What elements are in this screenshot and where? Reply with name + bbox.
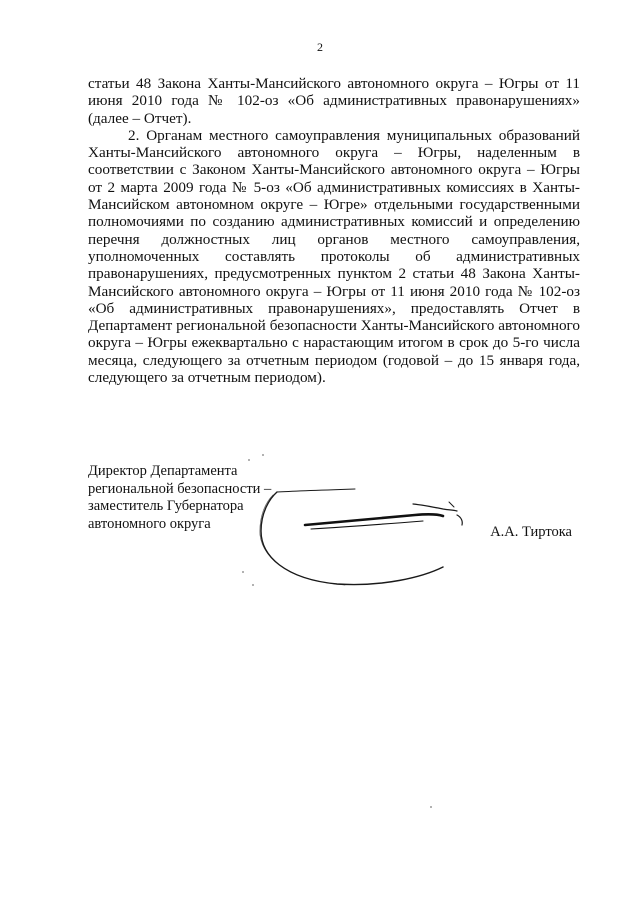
scan-speck bbox=[262, 454, 264, 456]
signer-title-line-4: автономного округа bbox=[88, 515, 211, 532]
scan-speck bbox=[248, 459, 250, 461]
scan-speck bbox=[242, 571, 244, 573]
signer-title-line-1: Директор Департамента bbox=[88, 463, 238, 479]
signer-name: А.А. Тиртока bbox=[490, 524, 572, 540]
page-number: 2 bbox=[317, 40, 323, 54]
signature-block bbox=[88, 463, 271, 533]
paragraph-item-2: 2. Органам местного самоуправления муниципальных образований Ханты-Мансийского автономного округа – Югры, наделенным в соответствии с Законом Ханты-Мансийского автономного округа – Югры от 2 марта 2009 года № 5-оз «Об административных комиссиях в Ханты-Мансийском автономном округе – Югре» отдельными государственными полномочиями по созданию административных комиссий и определению перечня должностных лиц органов местного самоуправления, уполномоченных составлять протоколы об административных правонарушениях, предусмотренных пунктом 2 статьи 48 Закона Ханты-Мансийского автономного округа – Югры от 11 июня 2010 года № 102-оз «Об административных правонарушениях», предоставлять Отчет в Департамент региональной безопасности Ханты-Мансийского автономного округа – Югры ежеквартально с нарастающим итогом в срок до 5-го числа месяца, следующего за отчетным периодом (годовой – до 15 января года, следующего за отчетным периодом). bbox=[88, 126, 580, 387]
handwritten-signature bbox=[255, 455, 485, 590]
scan-speck bbox=[252, 584, 254, 586]
paragraph-continuation: статьи 48 Закона Ханты-Мансийского автономного округа – Югры от 11 июня 2010 года № 102-оз «Об административных правонарушениях» (далее – Отчет). bbox=[88, 75, 580, 127]
signer-title-line-3: заместитель Губернатора bbox=[88, 498, 244, 514]
scan-speck bbox=[430, 806, 432, 808]
signer-title-line-2: региональной безопасности – bbox=[88, 480, 272, 497]
document-body bbox=[88, 75, 580, 386]
